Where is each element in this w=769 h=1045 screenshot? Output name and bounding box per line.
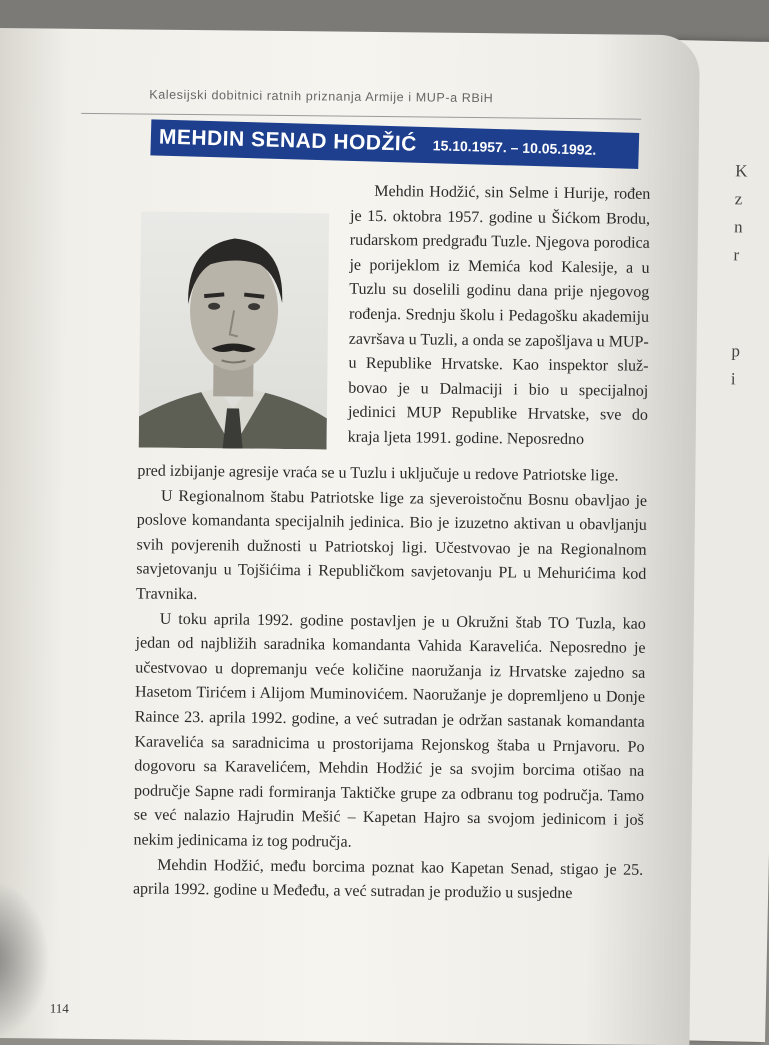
intro-text: Mehdin Hodžić, sin Selme i Hurije, rođen je 15. oktobra 1957. godine u Šićkom Brodu, rudarskom predgrađu Tuzle. Njegova porodica je porijeklom iz Memića kod Kalesije, a u Tuzlu su doselili godinu dana prije njegovog rođenja. Srednju školu i Pedagošku akademiju završava u Tuzli, a onda se zapošljava u MUP-u Republike Hrvatske. Kao inspektor služ-bovao je u Dalmaciji i bio u specijalnoj jedinici MUP Republike Hrvatske, sve do kraja ljeta 1991. godine. Neposredno <box>347 182 651 449</box>
facing-page-letter: n <box>733 217 743 237</box>
facing-page-letter: i <box>730 369 736 389</box>
facing-page-letter: z <box>734 189 743 209</box>
life-dates: 15.10.1957. – 10.05.1992. <box>432 137 597 158</box>
title-banner <box>150 119 639 169</box>
book-page <box>0 28 700 1045</box>
facing-page-letter: r <box>733 245 740 265</box>
paragraph: Mehdin Hodžić, među borcima poznat kao Kapetan Senad, stigao je 25. aprila 1992. godine u Međeđu, a već sutradan je produžio u susjedne <box>132 856 644 903</box>
portrait-photo <box>139 211 329 449</box>
person-name: MEHDIN SENAD HODŽIĆ <box>158 125 418 156</box>
header-rule <box>81 113 641 120</box>
paragraph: U Regionalnom štabu Patriotske lige za sjeveroistočnu Bosnu obavljao je poslove komandanta specijalnih jedinica. Bio je izuzetno aktivan u obavljanju svih povjerenih dužnosti u Patriotskoj ligi. Učestvovao je na Regionalnom savjetovanju u Tojšićima i Republičkom savjetovanju PL u Mehurićima kod Travnika. <box>135 487 648 604</box>
facing-page-letter: K <box>735 161 748 181</box>
intro-continuation: pred izbijanje agresije vraća se u Tuzlu i uključuje u redove Patriotske lige. <box>137 462 619 485</box>
intro-paragraph <box>348 180 651 454</box>
portrait-illustration <box>139 211 329 449</box>
facing-page-letter: p <box>731 341 741 361</box>
paragraph: U toku aprila 1992. godine postavljen je u Okružni štab TO Tuzla, kao jedan od najbližih saradnika komandanta Vahida Karavelića. Neposredno je učestvovao u dopremanju veće količine naoružanja iz Hrvatske zajedno sa Hasetom Tirićem i Alijom Muminovićem. Naoružanje je dopremljeno u Donje Raince 23. aprila 1992. godine, a već sutradan je održan sastanak komandanta Karavelića sa saradnicima u prostorijama Rejonskog štaba u Prnjavoru. Po dogovoru sa Karavelićem, Mehdin Hodžić je sa svojim borcima otišao na područje Sapne radi formiranja Taktičke grupe za odbranu tog područja. Tamo se već nalazio Hajrudin Mešić – Kapetan Hajro sa svojom jedinicom i još nekim jedinicama iz tog područja. <box>133 610 646 851</box>
hand-shadow <box>0 880 50 1040</box>
running-head: Kalesijski dobitnici ratnih priznanja Armije i MUP-a RBiH <box>149 87 494 106</box>
article-body <box>133 459 648 907</box>
page-number: 114 <box>49 1000 69 1016</box>
